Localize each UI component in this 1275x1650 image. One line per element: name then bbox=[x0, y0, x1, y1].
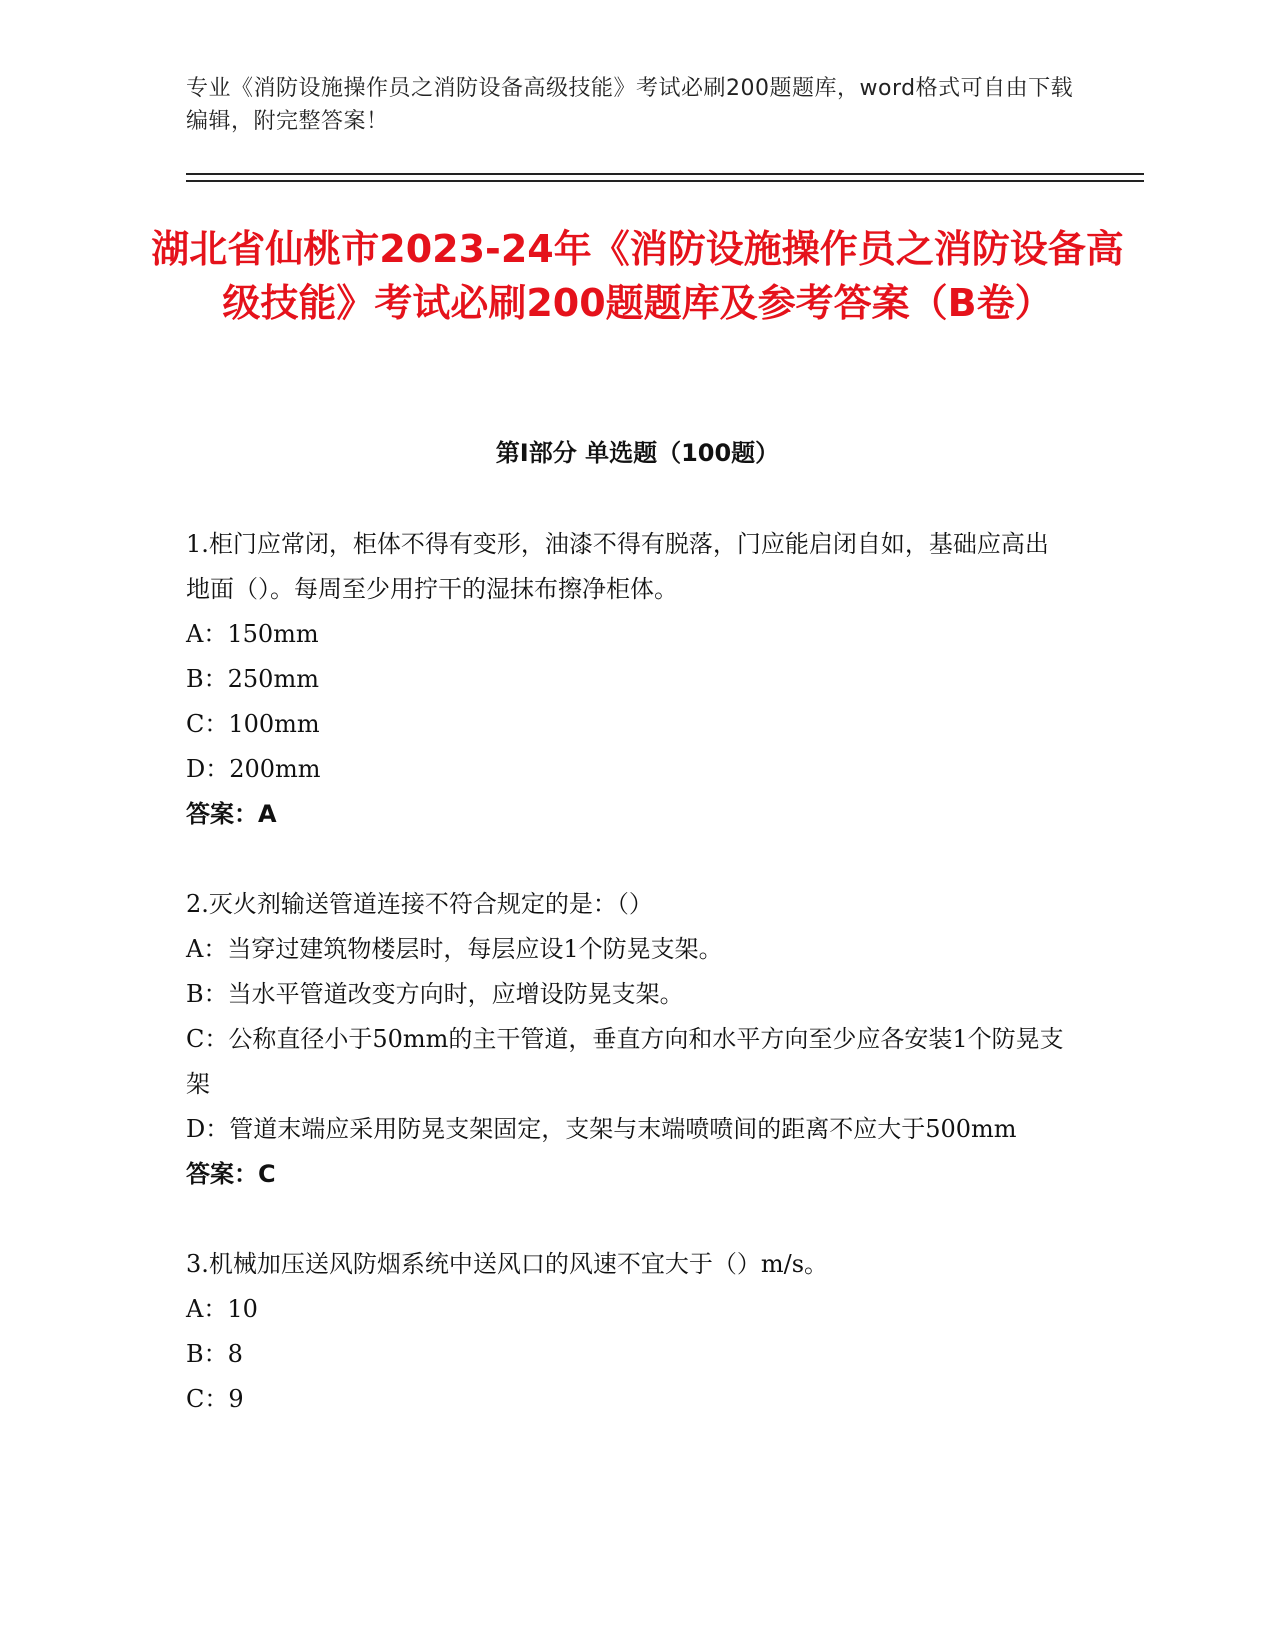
question-2 bbox=[186, 882, 1066, 1197]
option-a: A：当穿过建筑物楼层时，每层应设1个防晃支架。 bbox=[186, 935, 723, 963]
header-note: 专业《消防设施操作员之消防设备高级技能》考试必刷200题题库，word格式可自由下载编辑，附完整答案！ bbox=[186, 76, 1074, 134]
option-c: C：9 bbox=[186, 1385, 244, 1413]
option-c: C：公称直径小于50mm的主干管道，垂直方向和水平方向至少应各安装1个防晃支架 bbox=[186, 1025, 1064, 1098]
option-a: A：10 bbox=[186, 1295, 258, 1323]
question-3 bbox=[186, 1242, 1066, 1422]
question-list bbox=[186, 522, 1066, 1467]
question-stem: 3.机械加压送风防烟系统中送风口的风速不宜大于（）m/s。 bbox=[186, 1250, 829, 1278]
option-d: D：200mm bbox=[186, 755, 321, 783]
section-title: 第I部分 单选题（100题） bbox=[495, 439, 780, 467]
question-1 bbox=[186, 522, 1066, 837]
header-rule-top bbox=[186, 173, 1144, 175]
option-a: A：150mm bbox=[186, 620, 319, 648]
option-b: B：8 bbox=[186, 1340, 243, 1368]
question-stem: 1.柜门应常闭，柜体不得有变形，油漆不得有脱落，门应能启闭自如，基础应高出地面（）。每周至少用拧干的湿抹布擦净柜体。 bbox=[186, 530, 1049, 603]
question-stem: 2.灭火剂输送管道连接不符合规定的是：（） bbox=[186, 890, 653, 918]
document-title: 湖北省仙桃市2023-24年《消防设施操作员之消防设备高级技能》考试必刷200题题库及参考答案（B卷） bbox=[151, 227, 1124, 325]
option-b: B：250mm bbox=[186, 665, 319, 693]
answer: 答案：A bbox=[186, 800, 277, 828]
option-c: C：100mm bbox=[186, 710, 320, 738]
header-rule-bottom bbox=[186, 180, 1144, 182]
option-b: B：当水平管道改变方向时，应增设防晃支架。 bbox=[186, 980, 684, 1008]
option-d: D：管道末端应采用防晃支架固定，支架与末端喷喷间的距离不应大于500mm bbox=[186, 1115, 1017, 1143]
answer: 答案：C bbox=[186, 1160, 276, 1188]
